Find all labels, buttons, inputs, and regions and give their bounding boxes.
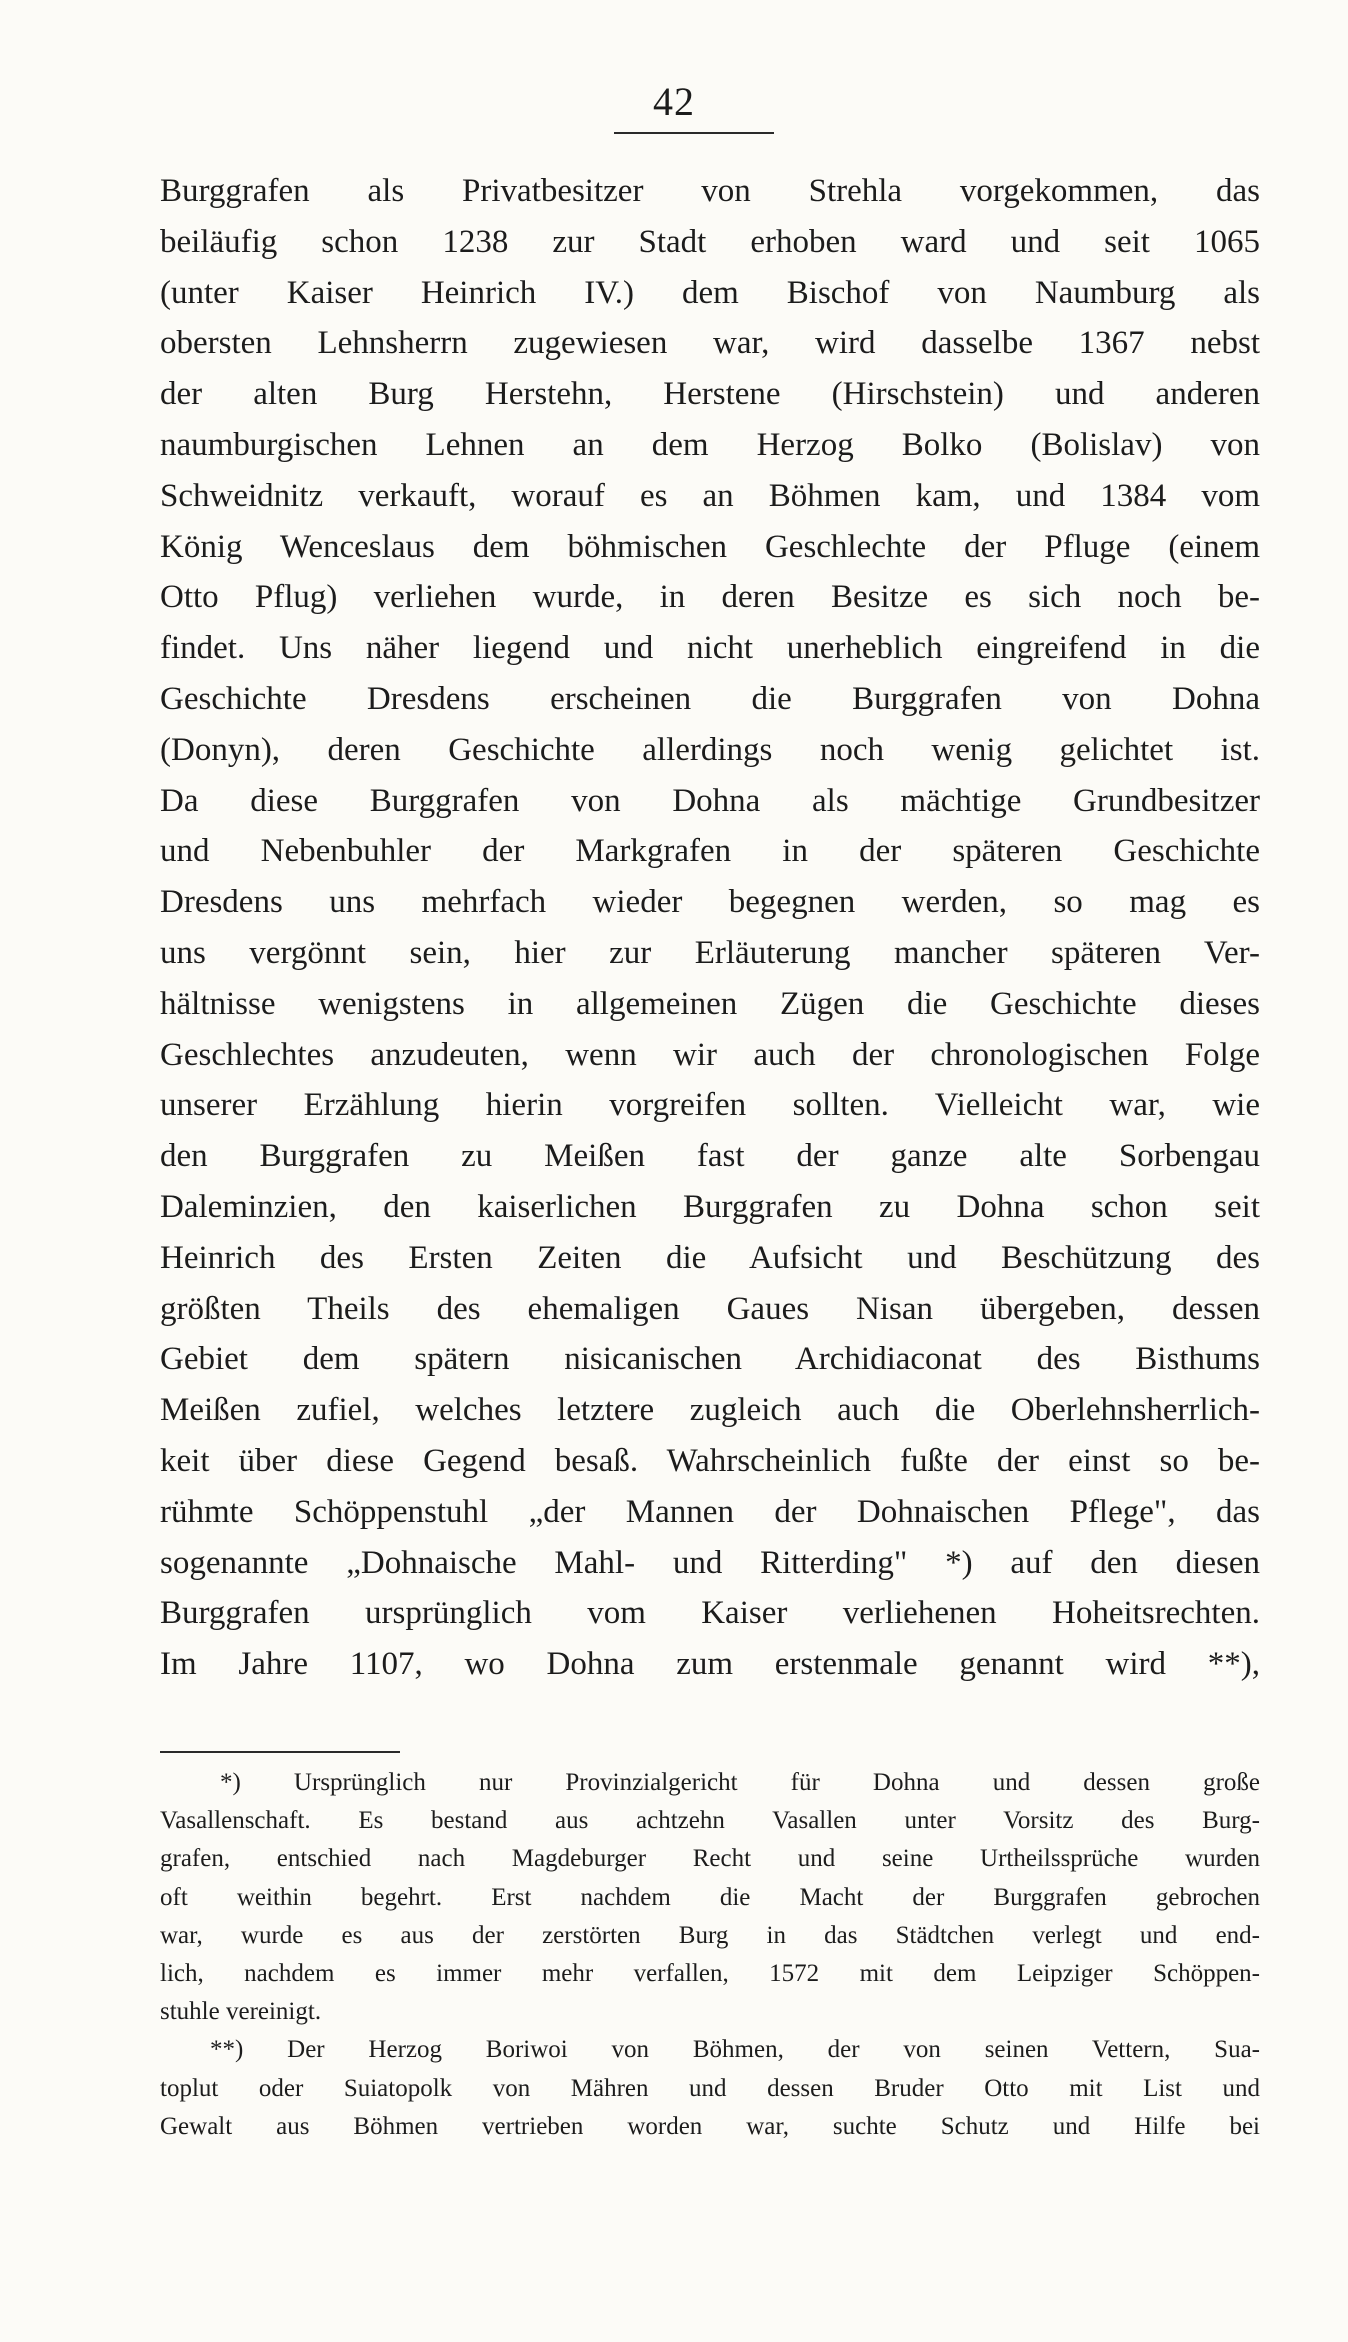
- body-line: hältnisse wenigstens in allgemeinen Zügen die Geschichte dieses: [160, 985, 1260, 1022]
- body-line: beiläufig schon 1238 zur Stadt erhoben ward und seit 1065: [160, 223, 1260, 260]
- footnotes: [160, 1764, 1260, 2146]
- footnote-line: **) Der Herzog Boriwoi von Böhmen, der von seinen Vettern, Sua-: [210, 2036, 1260, 2064]
- footnote-rule: [160, 1751, 400, 1753]
- body-line: sogenannte „Dohnaische Mahl- und Ritterding" *) auf den diesen: [160, 1544, 1260, 1581]
- body-line: Im Jahre 1107, wo Dohna zum erstenmale genannt wird **),: [160, 1646, 1260, 1683]
- body-line: den Burggrafen zu Meißen fast der ganze alte Sorbengau: [160, 1138, 1260, 1175]
- footnote-line: war, wurde es aus der zerstörten Burg in das Städtchen verlegt und end-: [160, 1921, 1260, 1949]
- footnote-line: toplut oder Suiatopolk von Mähren und dessen Bruder Otto mit List und: [160, 2074, 1260, 2102]
- footnote-line: oft weithin begehrt. Erst nachdem die Macht der Burggrafen gebrochen: [160, 1883, 1260, 1911]
- body-line: Heinrich des Ersten Zeiten die Aufsicht und Beschützung des: [160, 1239, 1260, 1276]
- body-line: Burggrafen ursprünglich vom Kaiser verliehenen Hoheitsrechten.: [160, 1595, 1260, 1632]
- body-line: Daleminzien, den kaiserlichen Burggrafen zu Dohna schon seit: [160, 1188, 1260, 1225]
- body-line: uns vergönnt sein, hier zur Erläuterung mancher späteren Ver-: [160, 934, 1260, 971]
- body-line: Burggrafen als Privatbesitzer von Strehla vorgekommen, das: [160, 173, 1260, 209]
- body-line: Schweidnitz verkauft, worauf es an Böhmen kam, und 1384 vom: [160, 477, 1260, 514]
- body-line: größten Theils des ehemaligen Gaues Nisan übergeben, dessen: [160, 1290, 1260, 1327]
- body-line: Da diese Burggrafen von Dohna als mächtige Grundbesitzer: [160, 782, 1260, 819]
- footnote-line: *) Ursprünglich nur Provinzialgericht für Dohna und dessen große: [220, 1769, 1260, 1796]
- footnote-line: Gewalt aus Böhmen vertrieben worden war, suchte Schutz und Hilfe bei: [160, 2112, 1260, 2140]
- page-number: 42: [653, 79, 695, 124]
- body-line: obersten Lehnsherrn zugewiesen war, wird dasselbe 1367 nebst: [160, 325, 1260, 362]
- header-rule: [614, 132, 774, 134]
- body-line: findet. Uns näher liegend und nicht unerheblich eingreifend in die: [160, 630, 1260, 667]
- body-line: Otto Pflug) verliehen wurde, in deren Besitze es sich noch be-: [160, 579, 1260, 616]
- body-line: rühmte Schöppenstuhl „der Mannen der Dohnaischen Pflege", das: [160, 1493, 1260, 1530]
- body-line: unserer Erzählung hierin vorgreifen sollten. Vielleicht war, wie: [160, 1087, 1260, 1124]
- body-text: [160, 166, 1260, 1690]
- body-line: und Nebenbuhler der Markgrafen in der späteren Geschichte: [160, 833, 1260, 870]
- body-line: der alten Burg Herstehn, Herstene (Hirschstein) und anderen: [160, 376, 1260, 413]
- footnote-line: lich, nachdem es immer mehr verfallen, 1572 mit dem Leipziger Schöppen-: [160, 1959, 1260, 1987]
- body-line: (Donyn), deren Geschichte allerdings noch wenig gelichtet ist.: [160, 731, 1260, 768]
- body-line: König Wenceslaus dem böhmischen Geschlechte der Pfluge (einem: [160, 528, 1260, 565]
- body-line: Geschichte Dresdens erscheinen die Burggrafen von Dohna: [160, 680, 1260, 717]
- body-line: keit über diese Gegend besaß. Wahrscheinlich fußte der einst so be-: [160, 1442, 1260, 1479]
- body-line: Meißen zufiel, welches letztere zugleich auch die Oberlehnsherrlich-: [160, 1392, 1260, 1429]
- footnote-line: grafen, entschied nach Magdeburger Recht und seine Urtheilssprüche wurden: [160, 1845, 1260, 1873]
- body-line: Geschlechtes anzudeuten, wenn wir auch der chronologischen Folge: [160, 1036, 1260, 1073]
- body-line: naumburgischen Lehnen an dem Herzog Bolko (Bolislav) von: [160, 426, 1260, 463]
- body-line: Gebiet dem spätern nisicanischen Archidiaconat des Bisthums: [160, 1341, 1260, 1378]
- body-line: Dresdens uns mehrfach wieder begegnen werden, so mag es: [160, 884, 1260, 921]
- body-line: (unter Kaiser Heinrich IV.) dem Bischof von Naumburg als: [160, 274, 1260, 311]
- footnote-line: Vasallenschaft. Es bestand aus achtzehn Vasallen unter Vorsitz des Burg-: [160, 1807, 1260, 1835]
- footnote-line: stuhle vereinigt.: [160, 1998, 322, 2026]
